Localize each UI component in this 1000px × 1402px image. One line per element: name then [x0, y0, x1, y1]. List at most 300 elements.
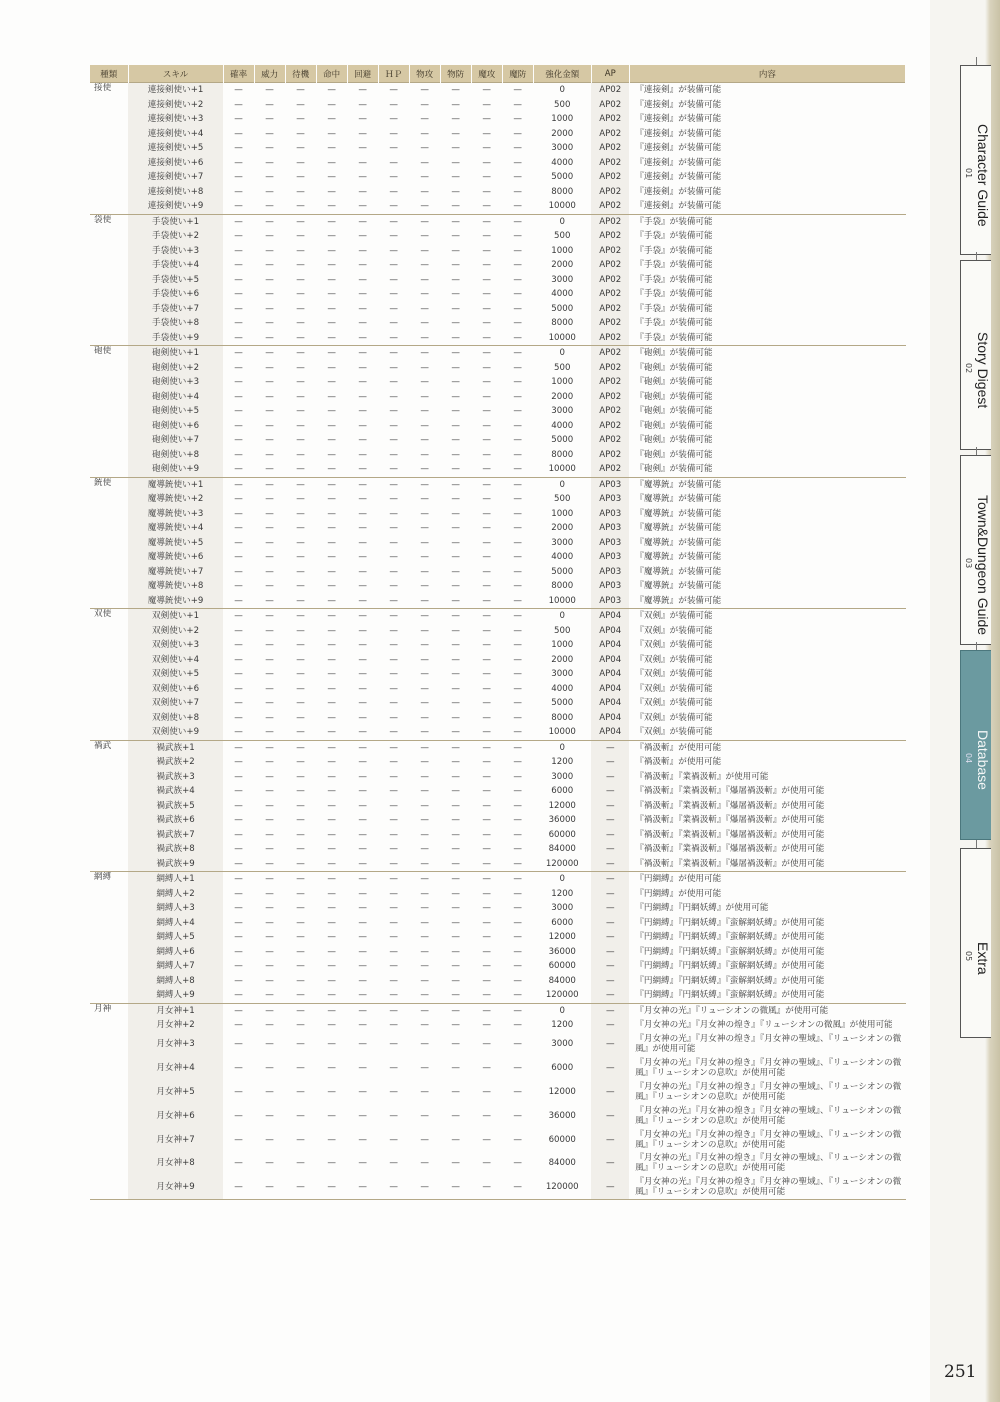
cost-cell: 3000 — [551, 669, 574, 680]
stat-cell: — — [223, 609, 254, 624]
stat-cell: — — [389, 771, 398, 782]
cost-cell: 84000 — [548, 844, 576, 855]
skill-name-cell: 連接剣使い+2 — [128, 98, 223, 113]
ap-cell: — — [591, 1080, 629, 1104]
stat-cell: — — [482, 858, 491, 869]
stat-cell: — — [347, 872, 378, 887]
stat-cell: — — [513, 727, 522, 738]
stat-cell: — — [420, 975, 429, 986]
stat-cell: — — [265, 975, 274, 986]
stat-cell: — — [358, 289, 367, 300]
stat-cell: — — [389, 595, 398, 606]
description-cell: 『砲剣』が装備可能 — [635, 449, 713, 460]
description-cell: 『砲剣』が装備可能 — [635, 391, 713, 402]
description-cell: 『双剣』が装備可能 — [629, 609, 905, 624]
cost-cell: 10000 — [548, 332, 576, 343]
stat-cell: — — [358, 435, 367, 446]
stat-cell: — — [389, 888, 398, 899]
chapter-tab-3[interactable] — [960, 455, 991, 645]
skill-name-cell: 連接剣使い+3 — [128, 112, 223, 127]
stat-cell: — — [296, 449, 305, 460]
stat-cell: — — [265, 815, 274, 826]
skill-name-cell: 手袋使い+1 — [128, 214, 223, 229]
stat-cell: — — [358, 800, 367, 811]
ap-cell: AP02 — [591, 462, 629, 477]
stat-cell: — — [513, 932, 522, 943]
table-row — [90, 565, 906, 580]
stat-cell: — — [389, 449, 398, 460]
cost-cell: 0 — [533, 346, 591, 361]
cost-cell: 0 — [533, 214, 591, 229]
cost-cell: 2000 — [551, 391, 574, 402]
stat-cell: — — [389, 494, 398, 505]
stat-cell: — — [265, 318, 274, 329]
stat-cell: — — [482, 566, 491, 577]
stat-cell: — — [358, 1086, 367, 1097]
cost-cell: 2000 — [551, 654, 574, 665]
stat-cell: — — [265, 391, 274, 402]
stat-cell: — — [234, 231, 243, 242]
stat-cell: — — [389, 186, 398, 197]
stat-cell: — — [296, 391, 305, 402]
stat-cell: — — [327, 581, 336, 592]
stat-cell: — — [358, 858, 367, 869]
stat-cell: — — [502, 609, 533, 624]
skill-name-cell: 網縛人+9 — [128, 988, 223, 1003]
description-cell: 『双剣』が装備可能 — [635, 669, 713, 680]
ap-cell: AP02 — [591, 170, 629, 185]
table-row — [90, 813, 906, 828]
skill-name-cell: 月女神+4 — [128, 1056, 223, 1080]
stat-cell: — — [513, 420, 522, 431]
stat-cell: — — [254, 609, 285, 624]
stat-cell: — — [358, 464, 367, 475]
stat-cell: — — [234, 435, 243, 446]
column-header: 魔防 — [502, 65, 533, 83]
stat-cell: — — [234, 201, 243, 212]
stat-cell: — — [451, 260, 460, 271]
chapter-tab-text — [961, 456, 991, 644]
ap-cell: AP03 — [591, 594, 629, 609]
cost-cell: 1200 — [551, 1020, 574, 1031]
category-cell — [90, 1175, 128, 1199]
stat-cell: — — [389, 683, 398, 694]
stat-cell: — — [482, 494, 491, 505]
stat-cell: — — [347, 346, 378, 361]
stat-cell: — — [296, 552, 305, 563]
stat-cell: — — [327, 391, 336, 402]
stat-cell: — — [347, 477, 378, 492]
stat-cell: — — [296, 508, 305, 519]
stat-cell: — — [327, 815, 336, 826]
stat-cell: — — [265, 946, 274, 957]
stat-cell: — — [482, 1020, 491, 1031]
stat-cell: — — [223, 346, 254, 361]
stat-cell: — — [223, 1175, 254, 1199]
stat-cell: — — [389, 420, 398, 431]
stat-cell: — — [513, 172, 522, 183]
stat-cell: — — [451, 683, 460, 694]
ap-cell: AP02 — [591, 185, 629, 200]
stat-cell: — — [265, 537, 274, 548]
stat-cell: — — [327, 172, 336, 183]
skill-name-cell: 魔導銃使い+2 — [128, 492, 223, 507]
stat-cell: — — [389, 1134, 398, 1145]
stat-cell: — — [327, 727, 336, 738]
stat-cell: — — [296, 917, 305, 928]
stat-cell: — — [420, 435, 429, 446]
stat-cell: — — [389, 932, 398, 943]
ap-cell: — — [591, 740, 629, 755]
description-cell: 『双剣』が装備可能 — [635, 683, 713, 694]
stat-cell: — — [513, 186, 522, 197]
stat-cell: — — [327, 858, 336, 869]
stat-cell: — — [265, 128, 274, 139]
stat-cell: — — [378, 740, 409, 755]
cost-cell: 3000 — [551, 274, 574, 285]
category-cell — [90, 565, 128, 580]
cost-cell: 1200 — [551, 757, 574, 768]
description-cell: 『手袋』が装備可能 — [635, 231, 713, 242]
stat-cell: — — [296, 377, 305, 388]
table-row — [90, 945, 906, 960]
stat-cell: — — [296, 990, 305, 1001]
stat-cell: — — [482, 406, 491, 417]
stat-cell: — — [296, 771, 305, 782]
stat-cell: — — [420, 157, 429, 168]
stat-cell: — — [296, 362, 305, 373]
stat-cell: — — [513, 815, 522, 826]
stat-cell: — — [234, 143, 243, 154]
skill-name-cell: 連接剣使い+9 — [128, 199, 223, 214]
stat-cell: — — [296, 523, 305, 534]
stat-cell: — — [513, 318, 522, 329]
stat-cell: — — [482, 757, 491, 768]
stat-cell: — — [451, 494, 460, 505]
stat-cell: — — [389, 128, 398, 139]
table-row — [90, 770, 906, 785]
ap-cell: AP04 — [591, 653, 629, 668]
stat-cell: — — [502, 1175, 533, 1199]
stat-cell: — — [327, 786, 336, 797]
skill-table-container — [90, 65, 906, 1200]
stat-cell: — — [316, 477, 347, 492]
stat-cell: — — [234, 114, 243, 125]
stat-cell: — — [389, 537, 398, 548]
stat-cell: — — [513, 231, 522, 242]
stat-cell: — — [420, 508, 429, 519]
description-cell: 『禍汲斬』が使用可能 — [635, 757, 722, 768]
table-row — [90, 1033, 906, 1057]
category-cell — [90, 901, 128, 916]
chapter-tab-2[interactable] — [960, 260, 991, 450]
table-row — [90, 83, 906, 98]
chapter-tab-5[interactable] — [960, 848, 991, 1038]
stat-cell: — — [265, 1086, 274, 1097]
ap-cell: AP02 — [591, 419, 629, 434]
stat-cell: — — [223, 872, 254, 887]
stat-cell: — — [234, 858, 243, 869]
column-header: 強化金額 — [533, 65, 591, 83]
stat-cell: — — [420, 669, 429, 680]
stat-cell: — — [296, 1110, 305, 1121]
stat-cell: — — [513, 1039, 522, 1050]
table-row — [90, 258, 906, 273]
table-body — [90, 83, 906, 1200]
stat-cell: — — [378, 872, 409, 887]
stat-cell: — — [482, 157, 491, 168]
stat-cell: — — [347, 1175, 378, 1199]
category-cell: 袋使 — [90, 214, 128, 229]
stat-cell: — — [265, 1063, 274, 1074]
chapter-label: Extra — [975, 941, 991, 975]
chapter-number: 03 — [964, 557, 973, 569]
stat-cell: — — [440, 1175, 471, 1199]
stat-cell: — — [482, 1110, 491, 1121]
stat-cell: — — [482, 595, 491, 606]
stat-cell: — — [409, 609, 440, 624]
stat-cell: — — [513, 362, 522, 373]
ap-cell: AP03 — [591, 507, 629, 522]
stat-cell: — — [513, 537, 522, 548]
cost-cell: 4000 — [551, 289, 574, 300]
stat-cell: — — [482, 975, 491, 986]
ap-cell: — — [591, 755, 629, 770]
category-cell — [90, 462, 128, 477]
stat-cell: — — [358, 786, 367, 797]
stat-cell: — — [296, 1020, 305, 1031]
cost-cell: 2000 — [551, 260, 574, 271]
ap-cell: AP04 — [591, 609, 629, 624]
table-row — [90, 579, 906, 594]
stat-cell: — — [358, 523, 367, 534]
stat-cell: — — [440, 740, 471, 755]
stat-cell: — — [389, 289, 398, 300]
description-cell: 『円網縛』『円網妖縛』『蛮解網妖縛』が使用可能 — [635, 917, 825, 928]
stat-cell: — — [420, 712, 429, 723]
description-cell: 『円網縛』『円網妖縛』『蛮解網妖縛』が使用可能 — [635, 975, 825, 986]
stat-cell: — — [265, 464, 274, 475]
table-row — [90, 609, 906, 624]
stat-cell: — — [451, 829, 460, 840]
stat-cell: — — [451, 844, 460, 855]
stat-cell: — — [296, 99, 305, 110]
description-cell: 『魔導銃』が装備可能 — [635, 566, 722, 577]
stat-cell: — — [234, 654, 243, 665]
stat-cell: — — [234, 990, 243, 1001]
stat-cell: — — [234, 552, 243, 563]
stat-cell: — — [296, 289, 305, 300]
skill-name-cell: 禍武族+8 — [128, 842, 223, 857]
stat-cell: — — [389, 523, 398, 534]
chapter-index-sidebar — [930, 0, 1000, 1402]
stat-cell: — — [482, 391, 491, 402]
stat-cell: — — [389, 654, 398, 665]
stat-cell: — — [451, 128, 460, 139]
category-cell — [90, 1018, 128, 1033]
description-cell: 『魔導銃』が装備可能 — [635, 494, 722, 505]
stat-cell: — — [327, 683, 336, 694]
skill-name-cell: 月女神+6 — [128, 1104, 223, 1128]
stat-cell: — — [234, 494, 243, 505]
stat-cell: — — [420, 698, 429, 709]
chapter-tab-4[interactable] — [960, 650, 991, 840]
cost-cell: 500 — [554, 99, 571, 110]
category-cell — [90, 813, 128, 828]
stat-cell: — — [440, 1003, 471, 1018]
stat-cell: — — [358, 888, 367, 899]
category-cell: 砲使 — [90, 346, 128, 361]
table-row — [90, 507, 906, 522]
ap-cell: AP02 — [591, 141, 629, 156]
cost-cell: 120000 — [545, 858, 579, 869]
table-row — [90, 711, 906, 726]
stat-cell: — — [451, 231, 460, 242]
stat-cell: — — [358, 932, 367, 943]
table-row — [90, 521, 906, 536]
category-cell — [90, 974, 128, 989]
stat-cell: — — [327, 143, 336, 154]
stat-cell: — — [358, 1039, 367, 1050]
category-cell — [90, 799, 128, 814]
category-cell: 網縛 — [90, 872, 128, 887]
ap-cell: AP02 — [591, 127, 629, 142]
cost-cell: 8000 — [551, 712, 574, 723]
stat-cell: — — [234, 771, 243, 782]
description-cell: 『連接剣』が装備可能 — [635, 143, 722, 154]
stat-cell: — — [296, 712, 305, 723]
description-cell: 『禍汲斬』『業禍汲斬』『爆屠禍汲斬』が使用可能 — [635, 800, 825, 811]
stat-cell: — — [420, 581, 429, 592]
stat-cell: — — [296, 800, 305, 811]
stat-cell: — — [409, 477, 440, 492]
stat-cell: — — [420, 245, 429, 256]
ap-cell: — — [591, 974, 629, 989]
stat-cell: — — [265, 990, 274, 1001]
stat-cell: — — [513, 1086, 522, 1097]
stat-cell: — — [285, 609, 316, 624]
table-row — [90, 667, 906, 682]
stat-cell: — — [234, 786, 243, 797]
tab-divider-line — [976, 642, 977, 650]
stat-cell: — — [482, 829, 491, 840]
stat-cell: — — [420, 128, 429, 139]
stat-cell: — — [265, 332, 274, 343]
cost-cell: 0 — [533, 872, 591, 887]
stat-cell: — — [234, 464, 243, 475]
stat-cell: — — [358, 128, 367, 139]
description-cell: 『双剣』が装備可能 — [635, 625, 713, 636]
category-cell — [90, 887, 128, 902]
table-row — [90, 492, 906, 507]
stat-cell: — — [358, 654, 367, 665]
table-row — [90, 828, 906, 843]
stat-cell: — — [327, 961, 336, 972]
stat-cell: — — [420, 449, 429, 460]
stat-cell: — — [482, 128, 491, 139]
category-cell — [90, 930, 128, 945]
stat-cell: — — [389, 858, 398, 869]
stat-cell: — — [451, 318, 460, 329]
stat-cell: — — [389, 231, 398, 242]
stat-cell: — — [285, 477, 316, 492]
stat-cell: — — [358, 99, 367, 110]
stat-cell: — — [389, 406, 398, 417]
ap-cell: AP02 — [591, 302, 629, 317]
description-cell: 『連接剣』が装備可能 — [635, 99, 722, 110]
stat-cell: — — [378, 1003, 409, 1018]
skill-name-cell: 手袋使い+6 — [128, 287, 223, 302]
table-row — [90, 156, 906, 171]
skill-name-cell: 手袋使い+3 — [128, 244, 223, 259]
stat-cell: — — [327, 114, 336, 125]
stat-cell: — — [420, 391, 429, 402]
column-header: スキル — [128, 65, 223, 83]
stat-cell: — — [451, 903, 460, 914]
stat-cell: — — [327, 435, 336, 446]
table-row — [90, 624, 906, 639]
category-cell — [90, 1056, 128, 1080]
stat-cell: — — [234, 683, 243, 694]
category-cell — [90, 199, 128, 214]
stat-cell: — — [347, 214, 378, 229]
ap-cell: AP02 — [591, 83, 629, 98]
stat-cell: — — [358, 114, 367, 125]
skill-name-cell: 双剣使い+3 — [128, 638, 223, 653]
category-cell — [90, 755, 128, 770]
stat-cell: — — [234, 640, 243, 651]
stat-cell: — — [265, 858, 274, 869]
stat-cell: — — [451, 157, 460, 168]
stat-cell: — — [265, 771, 274, 782]
stat-cell: — — [513, 946, 522, 957]
ap-cell: AP02 — [591, 287, 629, 302]
chapter-tab-1[interactable] — [960, 65, 991, 255]
stat-cell: — — [265, 420, 274, 431]
stat-cell: — — [265, 712, 274, 723]
stat-cell: — — [265, 903, 274, 914]
category-cell — [90, 857, 128, 872]
stat-cell: — — [327, 494, 336, 505]
cost-cell: 1000 — [551, 245, 574, 256]
description-cell: 『手袋』が装備可能 — [635, 303, 713, 314]
stat-cell: — — [451, 712, 460, 723]
cost-cell: 4000 — [551, 157, 574, 168]
stat-cell: — — [327, 829, 336, 840]
stat-cell: — — [482, 990, 491, 1001]
stat-cell: — — [502, 477, 533, 492]
column-header: 魔攻 — [471, 65, 502, 83]
stat-cell: — — [513, 552, 522, 563]
stat-cell: — — [451, 654, 460, 665]
stat-cell: — — [265, 800, 274, 811]
stat-cell: — — [451, 1020, 460, 1031]
skill-name-cell: 双剣使い+6 — [128, 682, 223, 697]
stat-cell: — — [513, 377, 522, 388]
stat-cell: — — [265, 201, 274, 212]
category-cell — [90, 988, 128, 1003]
description-cell: 『円網縛』が使用可能 — [629, 872, 905, 887]
description-cell: 『月女神の光』『リューシオンの微風』が使用可能 — [629, 1003, 905, 1018]
cost-cell: 8000 — [551, 581, 574, 592]
stat-cell: — — [296, 494, 305, 505]
stat-cell: — — [420, 800, 429, 811]
stat-cell: — — [420, 201, 429, 212]
stat-cell: — — [420, 771, 429, 782]
cost-cell: 500 — [554, 231, 571, 242]
stat-cell: — — [234, 595, 243, 606]
stat-cell: — — [234, 581, 243, 592]
